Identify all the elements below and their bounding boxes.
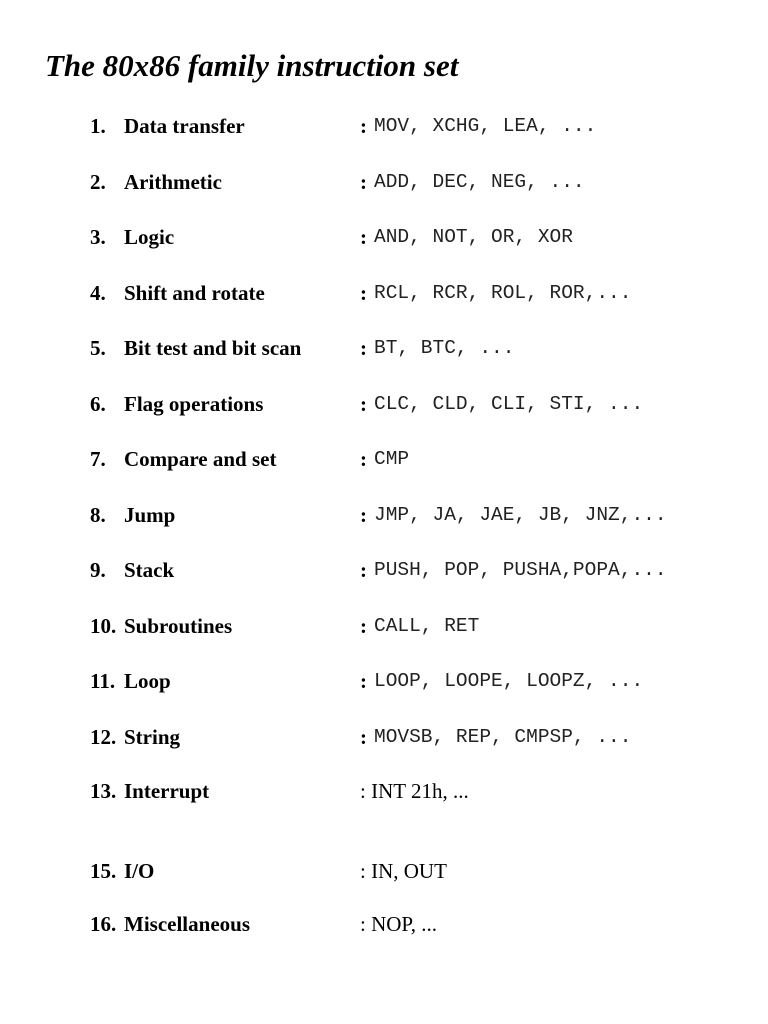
item-number: 10. — [90, 614, 117, 638]
item-category: Flag operations — [124, 392, 264, 416]
list-item-string — [0, 722, 768, 752]
item-colon: : — [360, 447, 367, 471]
item-colon: : — [360, 336, 367, 360]
item-colon: : — [360, 558, 367, 582]
list-item-jump — [0, 500, 768, 530]
item-colon: : — [360, 392, 367, 416]
item-number: 12. — [90, 725, 117, 749]
item-instructions: PUSH, POP, PUSHA,POPA,... — [374, 559, 667, 581]
item-category: Data transfer — [124, 114, 245, 138]
item-number: 7. — [90, 447, 106, 471]
item-colon: : — [360, 114, 367, 138]
page-title: The 80x86 family instruction set — [45, 48, 459, 83]
item-instructions: RCL, RCR, ROL, ROR,... — [374, 282, 632, 304]
item-category: Subroutines — [124, 614, 233, 638]
item-category: Bit test and bit scan — [124, 336, 302, 360]
item-category: Arithmetic — [124, 170, 222, 194]
item-number: 5. — [90, 336, 106, 360]
item-instructions: : IN, OUT — [360, 859, 447, 883]
item-colon: : — [360, 503, 367, 527]
item-number: 4. — [90, 281, 106, 305]
list-item-miscellaneous — [0, 909, 768, 939]
item-instructions: : INT 21h, ... — [360, 779, 469, 803]
item-number: 13. — [90, 779, 117, 803]
item-number: 2. — [90, 170, 106, 194]
item-instructions: ADD, DEC, NEG, ... — [374, 171, 585, 193]
item-instructions: : NOP, ... — [360, 912, 438, 936]
item-number: 15. — [90, 859, 117, 883]
item-category: Interrupt — [124, 779, 210, 803]
item-category: I/O — [124, 859, 155, 883]
item-category: Jump — [124, 503, 176, 527]
item-category: Loop — [124, 669, 171, 693]
list-item-stack — [0, 555, 768, 585]
item-category: Compare and set — [124, 447, 277, 471]
list-item-logic — [0, 222, 768, 252]
item-number: 8. — [90, 503, 106, 527]
item-instructions: CALL, RET — [374, 615, 480, 637]
item-category: Shift and rotate — [124, 281, 265, 305]
item-instructions: LOOP, LOOPE, LOOPZ, ... — [374, 670, 644, 692]
item-instructions: BT, BTC, ... — [374, 337, 515, 359]
item-instructions: MOV, XCHG, LEA, ... — [374, 115, 597, 137]
item-colon: : — [360, 170, 367, 194]
item-colon: : — [360, 225, 367, 249]
list-item-interrupt — [0, 776, 768, 806]
item-category: Stack — [124, 558, 175, 582]
list-item-shift-rotate — [0, 278, 768, 308]
item-number: 11. — [90, 669, 116, 693]
list-item-compare-set — [0, 444, 768, 474]
item-instructions: AND, NOT, OR, XOR — [374, 226, 573, 248]
item-colon: : — [360, 669, 367, 693]
item-instructions: CMP — [374, 448, 410, 470]
list-item-arithmetic — [0, 167, 768, 197]
list-item-io — [0, 856, 768, 886]
item-colon: : — [360, 725, 367, 749]
item-number: 16. — [90, 912, 117, 936]
item-category: String — [124, 725, 181, 749]
item-instructions: MOVSB, REP, CMPSP, ... — [374, 726, 632, 748]
item-colon: : — [360, 281, 367, 305]
item-number: 6. — [90, 392, 106, 416]
item-category: Miscellaneous — [124, 912, 250, 936]
list-item-flag-operations — [0, 389, 768, 419]
item-number: 3. — [90, 225, 106, 249]
item-instructions: CLC, CLD, CLI, STI, ... — [374, 393, 644, 415]
item-category: Logic — [124, 225, 175, 249]
item-number: 9. — [90, 558, 106, 582]
list-item-data-transfer — [0, 111, 768, 141]
list-item-subroutines — [0, 611, 768, 641]
item-colon: : — [360, 614, 367, 638]
list-item-bit-test — [0, 333, 768, 363]
item-instructions: JMP, JA, JAE, JB, JNZ,... — [374, 504, 667, 526]
item-number: 1. — [90, 114, 106, 138]
list-item-loop — [0, 666, 768, 696]
